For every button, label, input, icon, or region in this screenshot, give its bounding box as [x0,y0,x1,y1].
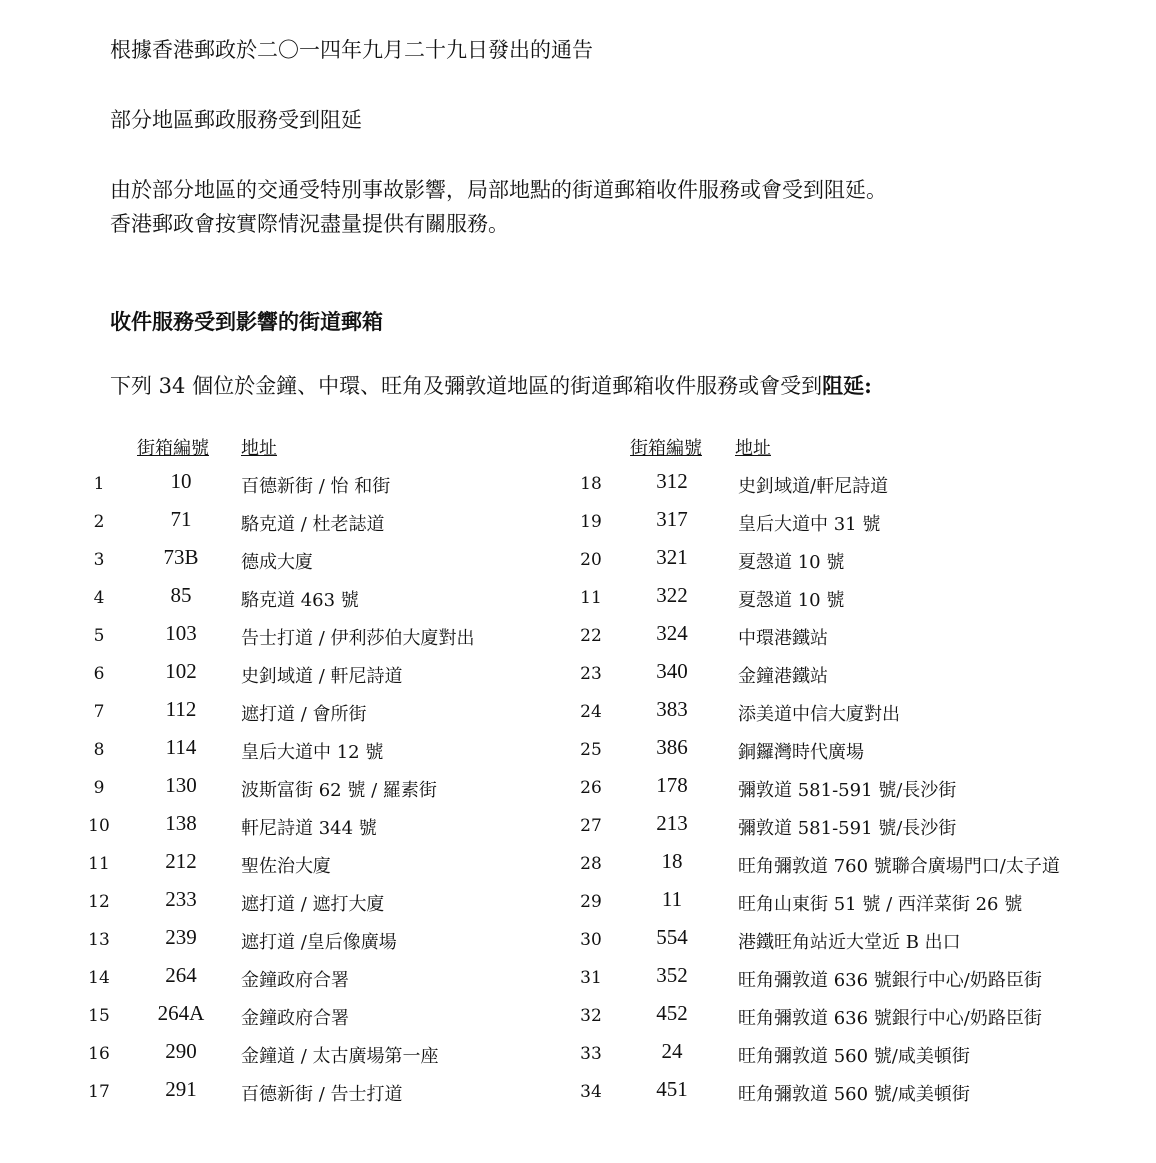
table-row [0,469,1156,508]
postbox-code: 103 [165,621,197,645]
postbox-code: 352 [656,963,688,987]
row-index: 5 [93,626,105,646]
postbox-code: 10 [170,469,192,493]
postbox-address: 旺角彌敦道 760 號聯合廣場門口/太子道 [738,856,1060,877]
row-index: 23 [580,664,602,684]
postbox-code: 102 [165,659,197,683]
table-row [0,583,1156,622]
table-row [0,773,1156,812]
table-row [0,697,1156,736]
postbox-code: 11 [661,887,683,911]
left-col-code-header: 街箱編號 [137,438,209,459]
table-row [0,925,1156,964]
postbox-address: 港鐵旺角站近大堂近 B 出口 [738,932,961,953]
row-index: 26 [580,778,602,798]
postbox-address: 皇后大道中 31 號 [738,514,881,535]
postbox-address: 金鐘政府合署 [241,970,349,991]
postbox-address: 旺角山東街 51 號 / 西洋菜街 26 號 [738,894,1023,915]
row-index: 7 [93,702,105,722]
postbox-code: 233 [165,887,197,911]
row-index: 25 [580,740,602,760]
row-index: 10 [88,816,110,836]
postbox-address: 中環港鐵站 [738,628,828,649]
postbox-code: 213 [656,811,688,835]
postbox-address: 駱克道 463 號 [241,590,359,611]
postbox-address: 金鐘港鐵站 [738,666,828,687]
left-col-address-header: 地址 [241,438,277,459]
row-index: 9 [93,778,105,798]
postbox-code: 114 [165,735,197,759]
row-index: 3 [93,550,105,570]
paragraph-line-1: 由於部分地區的交通受特別事故影響，局部地點的街道郵箱收件服務或會受到阻延。 [110,178,887,202]
row-index: 2 [93,512,105,532]
section-title: 收件服務受到影響的街道郵箱 [110,309,383,334]
row-index: 12 [88,892,110,912]
table-row [0,507,1156,546]
row-index: 18 [580,474,602,494]
postbox-address: 百德新街 / 告士打道 [241,1084,403,1105]
postbox-address: 金鐘道 / 太古廣場第一座 [241,1046,439,1067]
row-index: 4 [93,588,105,608]
postbox-code: 340 [656,659,688,683]
postbox-code: 112 [165,697,197,721]
intro-bold: 阻延: [822,373,872,398]
postbox-address: 百德新街 / 怡 和街 [241,476,391,497]
postbox-code: 24 [661,1039,683,1063]
postbox-address: 彌敦道 581-591 號/長沙街 [738,780,957,801]
row-index: 13 [88,930,110,950]
row-index: 33 [580,1044,602,1064]
postbox-code: 321 [656,545,688,569]
postbox-code: 452 [656,1001,688,1025]
postbox-code: 383 [656,697,688,721]
postbox-address: 駱克道 / 杜老誌道 [241,514,385,535]
postbox-address: 皇后大道中 12 號 [241,742,384,763]
postbox-code: 264 [165,963,197,987]
row-index: 24 [580,702,602,722]
row-index: 17 [88,1082,110,1102]
postbox-address: 旺角彌敦道 560 號/咸美頓街 [738,1084,970,1105]
postbox-code: 18 [661,849,683,873]
postbox-address: 史釗域道 / 軒尼詩道 [241,666,403,687]
row-index: 27 [580,816,602,836]
postbox-code: 312 [656,469,688,493]
row-index: 19 [580,512,602,532]
table-row [0,849,1156,888]
postbox-address: 夏愨道 10 號 [738,590,845,611]
postbox-address: 軒尼詩道 344 號 [241,818,377,839]
table-row [0,963,1156,1002]
row-index: 30 [580,930,602,950]
row-index: 6 [93,664,105,684]
postbox-code: 317 [656,507,688,531]
notice-line: 根據香港郵政於二〇一四年九月二十九日發出的通告 [110,38,593,62]
postbox-code: 130 [165,773,197,797]
table-row [0,887,1156,926]
right-col-code-header: 街箱編號 [630,438,702,459]
row-index: 14 [88,968,110,988]
row-index: 22 [580,626,602,646]
table-row [0,1077,1156,1116]
row-index: 31 [580,968,602,988]
table-row [0,659,1156,698]
postbox-code: 554 [656,925,688,949]
postbox-code: 290 [165,1039,197,1063]
postbox-code: 138 [165,811,197,835]
row-index: 16 [88,1044,110,1064]
postbox-address: 旺角彌敦道 636 號銀行中心/奶路臣街 [738,970,1042,991]
postbox-code: 324 [656,621,688,645]
postbox-code: 322 [656,583,688,607]
row-index: 29 [580,892,602,912]
postbox-address: 聖佐治大廈 [241,856,331,877]
row-index: 8 [93,740,105,760]
table-row [0,735,1156,774]
postbox-code: 71 [170,507,192,531]
intro-prefix: 下列 34 個位於金鐘、中環、旺角及彌敦道地區的街道郵箱收件服務或會受到 [110,374,823,398]
postbox-code: 451 [656,1077,688,1101]
row-index: 32 [580,1006,602,1026]
postbox-address: 遮打道 /皇后像廣場 [241,932,397,953]
row-index: 1 [93,474,105,494]
postbox-address: 銅鑼灣時代廣場 [738,742,864,763]
row-index: 11 [88,854,110,874]
row-index: 28 [580,854,602,874]
row-index: 11 [580,588,602,608]
postbox-address: 史釗域道/軒尼詩道 [738,476,889,497]
postbox-code: 239 [165,925,197,949]
postbox-address: 遮打道 / 會所街 [241,704,367,725]
postbox-code: 73B [163,545,199,569]
postbox-address: 遮打道 / 遮打大廈 [241,894,385,915]
postbox-address: 波斯富街 62 號 / 羅素街 [241,780,437,801]
postbox-code: 386 [656,735,688,759]
postbox-address: 添美道中信大廈對出 [738,704,900,725]
postbox-code: 178 [656,773,688,797]
postbox-address: 金鐘政府合署 [241,1008,349,1029]
postbox-address: 旺角彌敦道 560 號/咸美頓街 [738,1046,970,1067]
row-index: 15 [88,1006,110,1026]
postbox-address: 告士打道 / 伊利莎伯大廈對出 [241,628,475,649]
postbox-code: 264A [157,1001,205,1025]
table-row [0,545,1156,584]
right-col-address-header: 地址 [735,438,771,459]
postbox-code: 291 [165,1077,197,1101]
postbox-address: 彌敦道 581-591 號/長沙街 [738,818,957,839]
intro-line [110,370,872,400]
postbox-address: 旺角彌敦道 636 號銀行中心/奶路臣街 [738,1008,1042,1029]
table-row [0,621,1156,660]
subject-line: 部分地區郵政服務受到阻延 [110,108,362,132]
postbox-code: 85 [170,583,192,607]
table-row [0,811,1156,850]
table-row [0,1039,1156,1078]
row-index: 34 [580,1082,602,1102]
postbox-address: 德成大廈 [241,552,313,573]
postbox-address: 夏愨道 10 號 [738,552,845,573]
paragraph-line-2: 香港郵政會按實際情況盡量提供有關服務。 [110,212,509,236]
postbox-code: 212 [165,849,197,873]
row-index: 20 [580,550,602,570]
table-row [0,1001,1156,1040]
